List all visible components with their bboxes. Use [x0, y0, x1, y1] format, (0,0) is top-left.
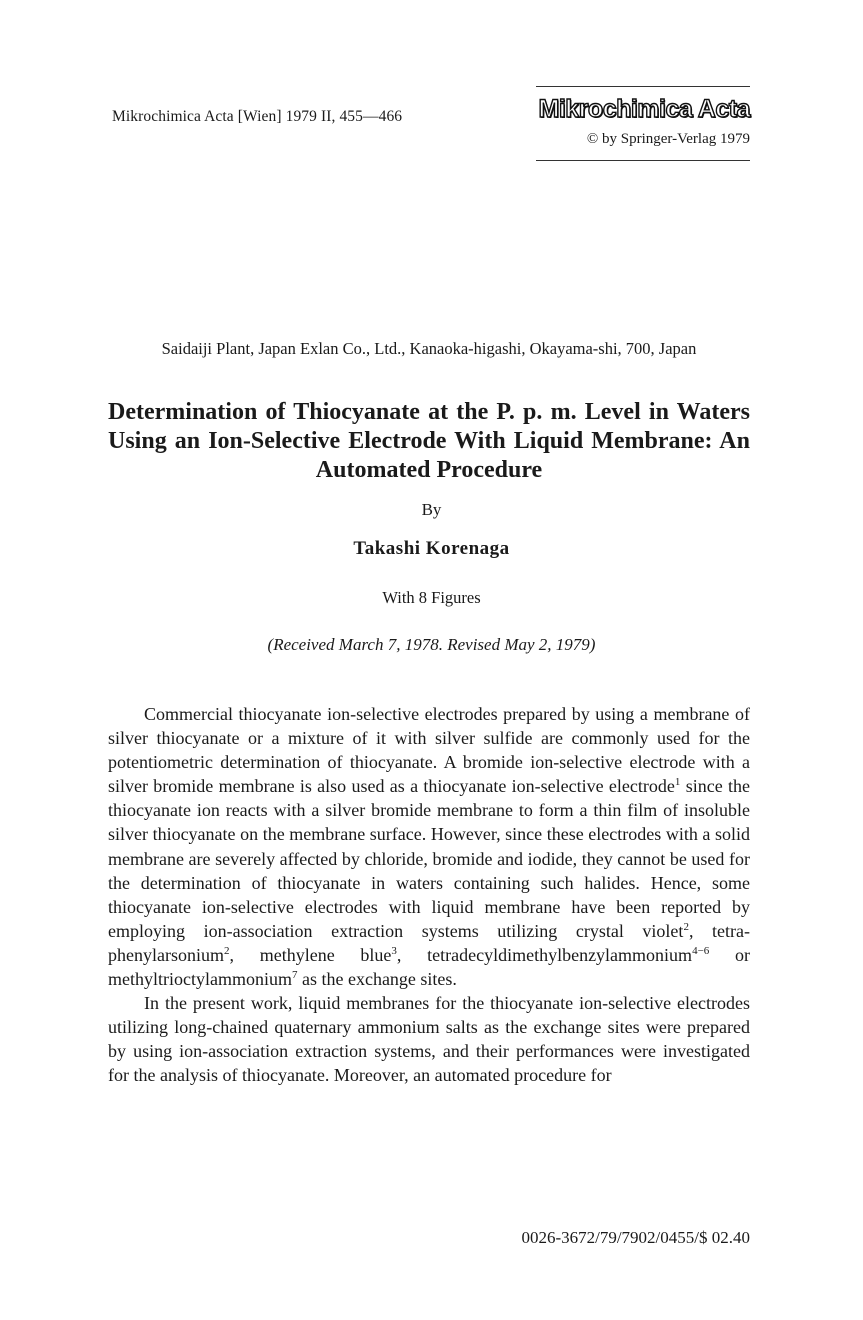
reference-3: 3 — [391, 944, 397, 957]
reference-1: 1 — [674, 776, 681, 789]
reference-2: 2 — [683, 920, 689, 933]
author-affiliation: Saidaiji Plant, Japan Exlan Co., Ltd., Kanaoka-higashi, Okayama-shi, 700, Japan — [161, 339, 697, 358]
reference-4-6: 4−6 — [692, 944, 710, 957]
journal-reference: Mikrochimica Acta [Wien] 1979 II, 455—466 — [112, 108, 403, 125]
journal-logo: Mikrochimica Acta — [538, 95, 750, 123]
received-date: (Received March 7, 1978. Revised May 2, 1979) — [267, 635, 596, 654]
paragraph-1: Commercial thiocyanate ion-selective electrodes prepared by using a membrane of silver thiocyanate or a mixture of it with silver sulfide are commonly used for the potentiometric determination of thiocyanate. A bromide ion-selective electrode with a silver bromide membrane is also used as a thiocyanate ion-selective electrode$^1$ since the thiocyanate ion reacts with a silver bromide membrane to form a thin film of insoluble silver thiocyanate on the membrane surface. However, since these electrodes with a solid membrane are severely affected by chloride, bromide and iodide, they cannot be used for the determination of thiocyanate in waters containing such halides. Hence, some thiocyanate ion-selective electrodes with liquid membrane have been reported by employing ion-association extraction systems utilizing crystal violet$^2$, tetraphenylarsonium$^2$, methylene blue$^3$, tetradecyldimethylbenzylammonium$^{4-6}$ or methyltrioctylammonium$^7$ as the exchange sites. — [108, 704, 751, 990]
journal-masthead — [536, 86, 750, 161]
author-name: Takashi Korenaga — [353, 538, 510, 559]
copyright-notice: © by Springer-Verlag 1979 — [586, 131, 750, 147]
reference-7: 7 — [291, 969, 298, 982]
paper-title: Determination of Thiocyanate at the P. p. m. Level in Waters Using an Ion-Selective Electrode With Liquid Membrane: An Automated Procedure — [108, 399, 750, 483]
reference-2b: 2 — [223, 944, 230, 957]
body-text — [108, 702, 750, 1088]
paragraph-2: In the present work, liquid membranes for the thiocyanate ion-selective electrodes utilizing long-chained quaternary ammonium salts as the exchange sites were prepared by using ion-association extraction systems, and their performances were investigated for the analysis of thiocyanate. Moreover, an automated procedure for — [108, 993, 750, 1086]
article-code: 0026-3672/79/7902/0455/$ 02.40 — [521, 1228, 750, 1247]
by-line: By — [421, 500, 442, 519]
figure-count: With 8 Figures — [382, 588, 481, 607]
